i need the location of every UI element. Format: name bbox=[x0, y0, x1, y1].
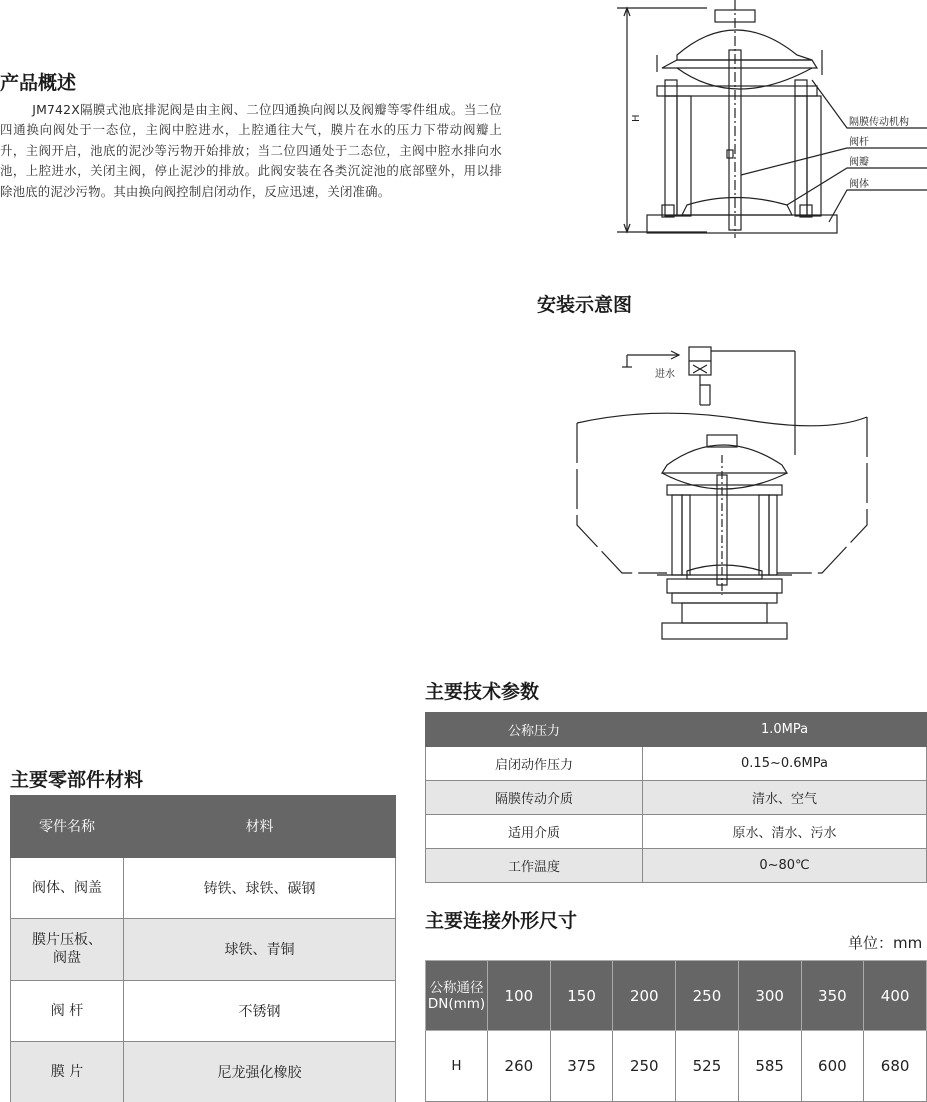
table-row bbox=[426, 815, 927, 849]
param-name: 隔膜传动介质 bbox=[426, 781, 643, 815]
table-row bbox=[11, 1042, 396, 1102]
valve-structure-drawing bbox=[617, 0, 927, 240]
callout-disc: 阀瓣 bbox=[849, 157, 869, 168]
part-name: 阀体、阀盖 bbox=[32, 879, 102, 896]
dn-value: 400 bbox=[864, 961, 927, 1031]
param-value: 0~80℃ bbox=[643, 849, 927, 883]
h-value: 250 bbox=[613, 1031, 676, 1102]
material-value: 尼龙强化橡胶 bbox=[124, 1042, 396, 1102]
overview-paragraph: JM742X隔膜式池底排泥阀是由主阀、二位四通换向阀以及阀瓣等零件组成。当二位四通换向阀处于一态位，主阀中腔进水，上腔通往大气，膜片在水的压力下带动阀瓣上升，主阀开启，池底的泥沙等污物开始排放；当二位四通处于二态位，主阀中腔水排向水池，上腔进水，关闭主阀，停止泥沙的排放。此阀安装在各类沉淀池的底部壁外，用以排除池底的泥沙污物。其由换向阀控制启闭动作，反应迅速，关闭准确。 bbox=[0, 102, 502, 199]
dn-value: 350 bbox=[801, 961, 864, 1031]
table-row bbox=[426, 713, 927, 747]
param-name: 工作温度 bbox=[426, 849, 643, 883]
dn-header-label: 公称通径DN(mm) bbox=[426, 961, 488, 1031]
table-row bbox=[11, 980, 396, 1042]
install-diagram-title: 安装示意图 bbox=[537, 294, 633, 316]
dimension-h-label: H bbox=[631, 114, 642, 122]
dn-value: 100 bbox=[488, 961, 551, 1031]
dn-value: 300 bbox=[738, 961, 801, 1031]
dn-value: 200 bbox=[613, 961, 676, 1031]
overview-title: 产品概述 bbox=[0, 72, 77, 94]
material-value: 不锈钢 bbox=[124, 980, 396, 1042]
h-value: 600 bbox=[801, 1031, 864, 1102]
material-value: 铸铁、球铁、碳钢 bbox=[124, 857, 396, 919]
param-name: 启闭动作压力 bbox=[426, 747, 643, 781]
table-header-row bbox=[11, 796, 396, 858]
h-value: 525 bbox=[676, 1031, 739, 1102]
table-row bbox=[11, 919, 396, 981]
table-header-row bbox=[426, 961, 927, 1031]
material-value: 球铁、青铜 bbox=[124, 919, 396, 981]
callout-stem: 阀杆 bbox=[849, 137, 869, 148]
column-header-material: 材料 bbox=[124, 796, 396, 858]
param-value: 原水、清水、污水 bbox=[643, 815, 927, 849]
inlet-label: 进水 bbox=[655, 369, 675, 380]
dimensions-title: 主要连接外形尺寸 bbox=[425, 910, 578, 932]
dn-value: 150 bbox=[550, 961, 613, 1031]
dn-value: 250 bbox=[676, 961, 739, 1031]
tech-params-table bbox=[425, 712, 927, 883]
unit-label: 单位：mm bbox=[848, 934, 923, 952]
table-row bbox=[426, 781, 927, 815]
h-value: 680 bbox=[864, 1031, 927, 1102]
h-row-label: H bbox=[426, 1031, 488, 1102]
callout-diaphragm-actuator: 隔膜传动机构 bbox=[849, 117, 909, 128]
table-row bbox=[426, 1031, 927, 1102]
overview-body bbox=[0, 100, 502, 202]
h-value: 260 bbox=[488, 1031, 551, 1102]
param-name: 公称压力 bbox=[426, 713, 643, 747]
materials-table bbox=[10, 795, 396, 1102]
param-value: 清水、空气 bbox=[643, 781, 927, 815]
part-name: 膜 片 bbox=[50, 1064, 84, 1081]
part-name: 阀 杆 bbox=[50, 1002, 84, 1019]
param-value: 1.0MPa bbox=[643, 713, 927, 747]
h-value: 585 bbox=[738, 1031, 801, 1102]
table-row bbox=[426, 747, 927, 781]
installation-drawing bbox=[567, 335, 927, 645]
h-value: 375 bbox=[550, 1031, 613, 1102]
table-row bbox=[426, 849, 927, 883]
column-header-part: 零件名称 bbox=[11, 796, 124, 858]
callout-body: 阀体 bbox=[849, 179, 869, 190]
table-row bbox=[11, 857, 396, 919]
materials-title: 主要零部件材料 bbox=[10, 769, 144, 791]
param-value: 0.15~0.6MPa bbox=[643, 747, 927, 781]
param-name: 适用介质 bbox=[426, 815, 643, 849]
part-name: 膜片压板、阀盘 bbox=[32, 932, 102, 967]
tech-params-title: 主要技术参数 bbox=[425, 681, 540, 703]
dimensions-table bbox=[425, 960, 927, 1102]
